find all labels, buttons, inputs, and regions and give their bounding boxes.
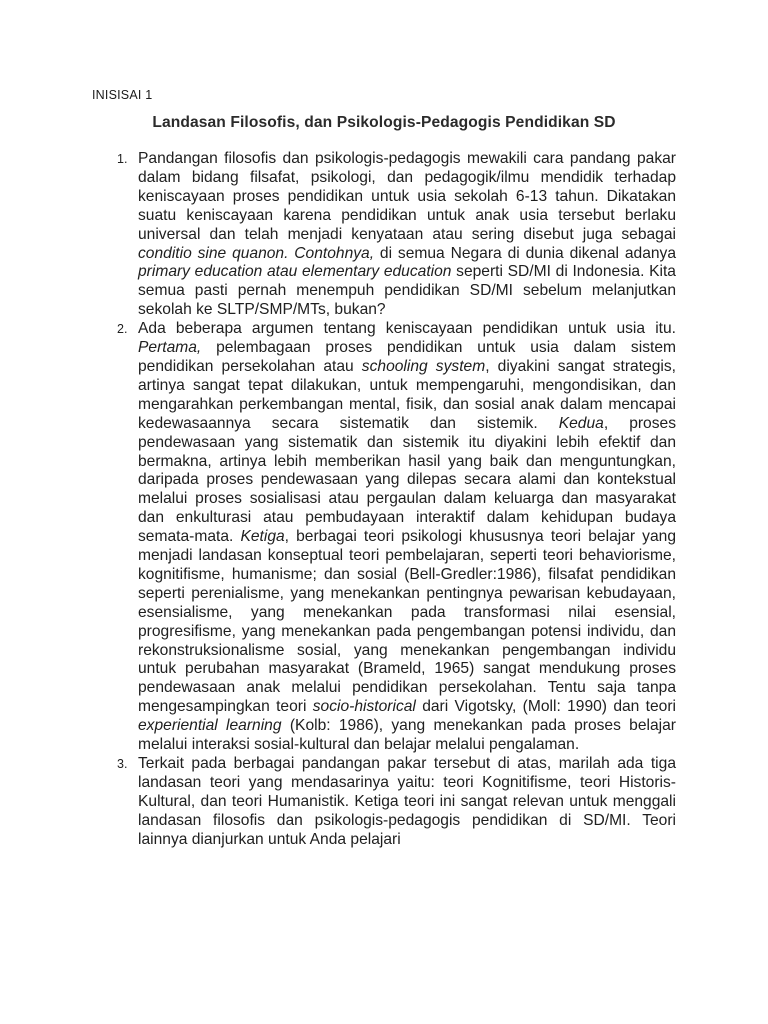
list-item-text	[138, 755, 676, 850]
list-item	[117, 320, 677, 755]
italic-text-run: Pertama,	[138, 339, 202, 357]
list-number: 1.	[117, 152, 128, 166]
list-item	[117, 755, 676, 850]
document-title: Landasan Filosofis, dan Psikologis-Pedagogis Pendidikan SD	[152, 114, 616, 131]
text-run: dari Vigotsky, (Moll: 1990) dan teori	[415, 698, 676, 716]
list-item-text	[138, 150, 676, 320]
text-run: , berbagai teori psikologi khususnya teori belajar yang menjadi landasan konseptual teori pembelajaran, seperti teori behaviorisme, kognitifisme, humanisme; dan sosial (Bell-Gredler:1986), filsafat pendidikan seperti perenialisme, yang menekankan pentingnya pewarisan kebudayaan, esensialisme, yang menekankan pada transformasi nilai esensial, progresifisme, yang menekankan pada pengembangan potensi individu, dan rekonstruksionalisme sosial, yang menekankan pengembangan individu untuk perubahan masyarakat (Brameld, 1965) sangat mendukung proses pendewasaan anak melalui pendidikan persekolahan. Tentu saja tanpa mengesampingkan teori	[138, 528, 677, 716]
list-number: 2.	[117, 322, 128, 337]
text-run: pelembagaan proses pendidikan untuk usia dalam sistem pendidikan persekolahan atau	[138, 339, 676, 375]
text-run: di semua Negara di dunia dikenal adanya	[374, 244, 677, 262]
italic-text-run: Kedua	[558, 414, 604, 432]
text-run: seperti SD/MI di Indonesia. Kita semua pasti pernah menempuh pendidikan SD/MI sebelum melanjutkan sekolah ke SLTP/SMP/MTs, bukan?	[138, 263, 676, 319]
list-item-text	[138, 320, 676, 755]
italic-text-run: Ketiga	[240, 528, 285, 546]
numbered-list	[117, 150, 677, 850]
inisiasi-label: INISISAI 1	[92, 88, 153, 102]
text-run: (Kolb: 1986), yang menekankan pada proses belajar melalui interaksi sosial-kultural dan belajar melalui pengalaman.	[138, 717, 676, 754]
text-run: Terkait pada berbagai pandangan pakar tersebut di atas, marilah ada tiga landasan teori yang mendasarinya yaitu: teori Kognitifisme, teori Historis-Kultural, dan teori Humanistik. Ketiga teori ini sangat relevan untuk menggali landasan filosofis dan psikologis-pedagogis pendidikan di SD/MI. Teori lainnya dianjurkan untuk Anda pelajari	[138, 755, 676, 848]
text-run: , proses pendewasaan yang sistematik dan sistemik itu diyakini lebih efektif dan bermakna, artinya lebih memberikan hasil yang baik dan menguntungkan, daripada proses pendewasaan yang dilepas secara alami dan kontekstual melalui proses sosialisasi atau pergaulan dalam keluarga dan masyarakat dan enkulturasi atau pembudayaan interaktif dalam kehidupan budaya semata-mata.	[138, 414, 676, 546]
text-run: Pandangan filosofis dan psikologis-pedagogis mewakili cara pandang pakar dalam bidang filsafat, psikologi, dan pedagogik/ilmu mendidik terhadap keniscayaan proses pendidikan untuk usia sekolah 6-13 tahun. Dikatakan suatu keniscayaan karena pendidikan untuk anak usia tersebut berlaku universal dan telah menjadi kenyataan atau sering disebut juga sebagai	[138, 150, 676, 243]
list-number: 3.	[117, 757, 128, 771]
list-item	[117, 150, 677, 320]
italic-text-run: conditio sine quanon. Contohnya,	[138, 244, 375, 262]
italic-text-run: experiential learning	[138, 717, 282, 735]
text-run: Ada beberapa argumen tentang keniscayaan pendidikan untuk usia itu.	[138, 320, 676, 338]
italic-text-run: primary education atau elementary education	[138, 263, 452, 281]
text-run: , diyakini sangat strategis, artinya sangat tepat dilakukan, untuk mempengaruhi, mengondisikan, dan mengarahkan perkembangan mental, fisik, dan sosial anak dalam mencapai kedewasaannya secara sistematik dan sistemik.	[138, 357, 676, 432]
italic-text-run: schooling system	[361, 357, 486, 375]
italic-text-run: socio-historical	[312, 698, 416, 716]
